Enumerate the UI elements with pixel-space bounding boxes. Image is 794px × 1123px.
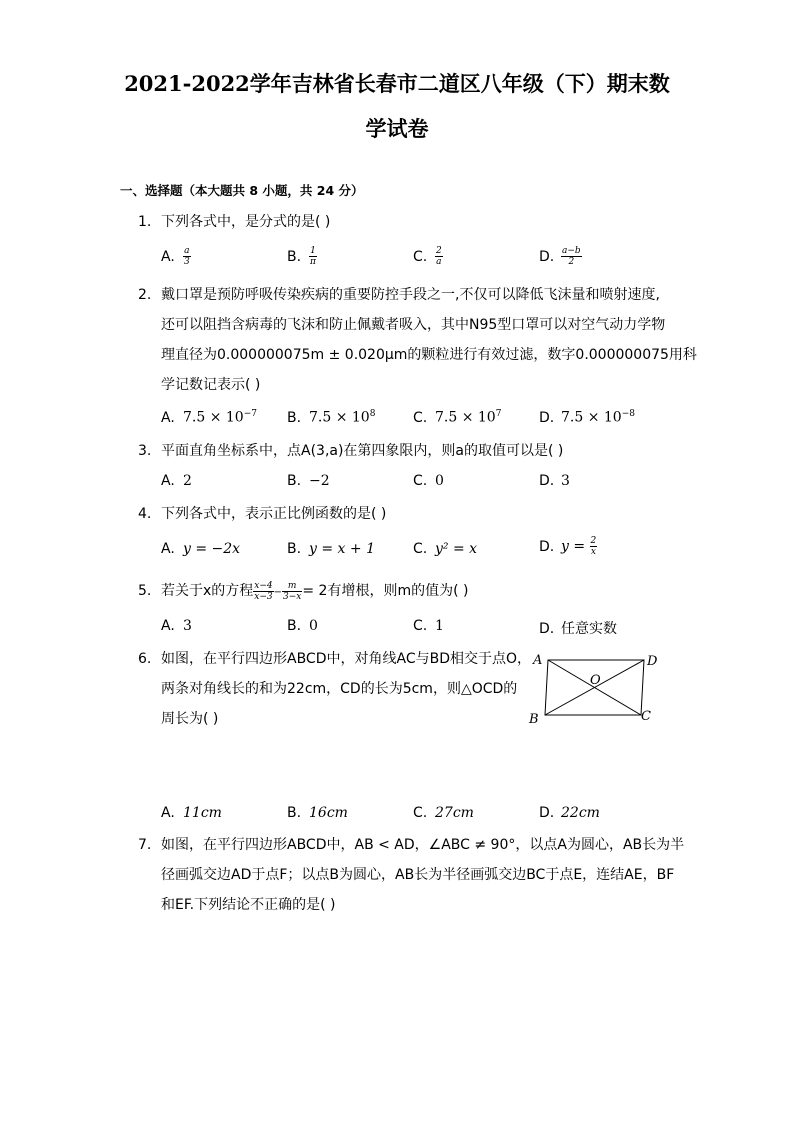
vertex-label-b: B [529, 712, 539, 727]
question-5 [138, 576, 678, 606]
fraction: $\frac{x-4}{x-3}$ [254, 580, 273, 602]
fraction: $\frac{m}{3-x}$ [283, 580, 302, 602]
fraction: $\frac{2}{a}$ [436, 246, 442, 267]
option-c[interactable]: C. 27cm [413, 805, 474, 821]
question-number: 2. [138, 287, 152, 303]
option-c[interactable]: C. $7.5 \times 10^7$ [413, 409, 502, 426]
option-c[interactable]: C. 1 [413, 618, 444, 634]
option-d[interactable]: D. $\frac{a-b}{2}$ [539, 246, 581, 267]
option-a[interactable]: A. $7.5 \times 10^{-7}$ [161, 409, 257, 426]
paper-title-line2: 学试卷 [365, 116, 429, 141]
option-d[interactable]: D. $7.5 \times 10^{-8}$ [539, 409, 635, 426]
question-1 [138, 207, 678, 267]
paper-title-line1: 2021-2022学年吉林省长春市二道区八年级（下）期末数 [124, 71, 670, 96]
question-3 [138, 436, 678, 466]
option-d[interactable]: D. 任意实数 [539, 621, 617, 637]
option-b[interactable]: B. 16cm [287, 805, 348, 821]
question-number: 5. [138, 583, 152, 599]
option-a[interactable]: A. 3 [161, 618, 192, 634]
option-c[interactable]: C. 0 [413, 473, 444, 489]
fraction: $\frac{a}{3}$ [184, 246, 190, 267]
option-b[interactable]: B. y = x + 1 [287, 541, 375, 557]
option-a[interactable]: A. 11cm [161, 805, 222, 821]
question-number: 4. [138, 506, 152, 522]
section-heading: 一、选择题（本大题共 8 小题，共 24 分） [120, 183, 364, 198]
question-text-line: 和EF.下列结论不正确的是( ) [161, 897, 336, 913]
vertex-label-a: A [533, 653, 543, 668]
question-text-line: 还可以阻挡含病毒的飞沫和防止佩戴者吸入，其中N95型口罩可以对空气动力学物 [161, 317, 666, 333]
fraction: $\frac{a-b}{2}$ [562, 246, 581, 267]
question-text: 平面直角坐标系中，点A(3,a)在第四象限内，则a的取值可以是( ) [161, 443, 564, 459]
question-text: 下列各式中，是分式的是( ) [161, 214, 331, 230]
question-text-line: 如图，在平行四边形ABCD中，对角线AC与BD相交于点O， [161, 651, 532, 667]
vertex-label-c: C [641, 709, 651, 724]
option-a[interactable]: A. y = −2x [161, 541, 241, 557]
option-b[interactable]: B. −2 [287, 473, 330, 489]
parallelogram-figure [525, 648, 670, 730]
question-text: 下列各式中，表示正比例函数的是( ) [161, 506, 387, 522]
option-d[interactable]: D. 22cm [539, 805, 600, 821]
option-b[interactable]: B. $\frac{1}{\pi}$ [287, 246, 316, 267]
question-number: 3. [138, 443, 152, 459]
option-c[interactable]: C. $\frac{2}{a}$ [413, 246, 442, 267]
option-d[interactable]: D. 3 [539, 473, 570, 489]
point-label-o: O [590, 673, 601, 688]
question-4 [138, 499, 678, 529]
fraction: $\frac{1}{\pi}$ [310, 246, 316, 267]
fraction: $\frac{2}{x}$ [590, 536, 597, 557]
question-text-line: 理直径为0.000000075m ± 0.020μm的颗粒进行有效过滤，数字0.000000075用科 [161, 347, 697, 363]
question-text-line: 两条对角线长的和为22cm，CD的长为5cm，则△OCD的 [161, 681, 518, 697]
question-text-line: 学记数记表示( ) [161, 377, 261, 393]
question-text-line: 戴口罩是预防呼吸传染疾病的重要防控手段之一,不仅可以降低飞沫量和喷射速度, [161, 287, 660, 303]
vertex-label-d: D [647, 654, 658, 669]
option-c[interactable]: C. y² = x [413, 541, 478, 557]
question-text-line: 径画弧交边AD于点F；以点B为圆心，AB长为半径画弧交边BC于点E，连结AE，BF [161, 867, 675, 883]
question-text-line: 周长为( ) [161, 711, 219, 727]
question-text: 若关于x的方程 $\frac{x-4}{x-3}$ − $\frac{m}{3-x}$ = 2有增根，则m的值为( ) [161, 580, 469, 602]
question-text-line: 如图，在平行四边形ABCD中，AB < AD，∠ABC ≠ 90°，以点A为圆心，AB长为半 [161, 837, 685, 853]
question-number: 7. [138, 837, 152, 853]
option-b[interactable]: B. 0 [287, 618, 318, 634]
question-number: 6. [138, 651, 152, 667]
option-a[interactable]: A. 2 [161, 473, 192, 489]
option-a[interactable]: A. $\frac{a}{3}$ [161, 246, 190, 267]
option-b[interactable]: B. $7.5 \times 10^8$ [287, 409, 376, 426]
option-d[interactable]: D. y = $\frac{2}{x}$ [539, 536, 597, 557]
question-number: 1. [138, 214, 152, 230]
